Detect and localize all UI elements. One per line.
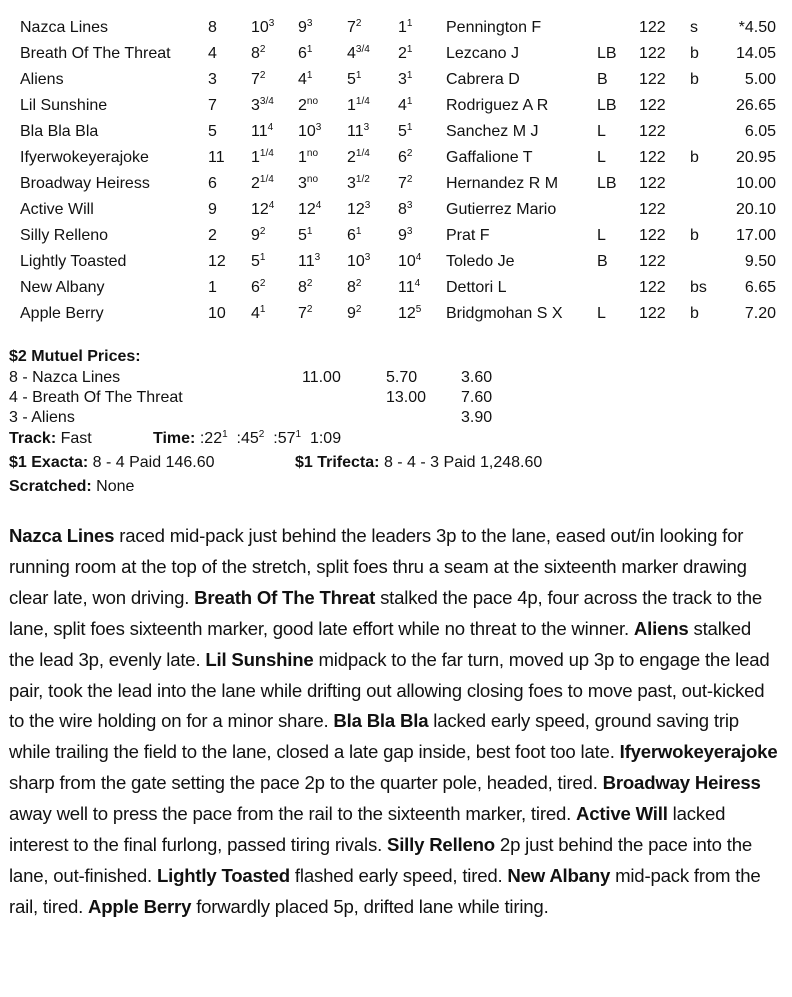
finish-position: [398, 171, 412, 197]
first-call: [298, 93, 318, 119]
track-time-line: [9, 429, 769, 449]
weight: 122: [639, 123, 666, 140]
post-position: 7: [208, 97, 217, 114]
finish-position-margin: 1: [406, 122, 413, 133]
comment-horse: Active Will: [576, 803, 668, 825]
comment-text: stalked the pace 4p, four across the track to the lane, split foes sixteenth marker, good late effort while no threat to the winner.: [9, 586, 762, 639]
odds: 10.00: [735, 175, 776, 192]
equipment: b: [690, 71, 699, 88]
start-call: [251, 15, 274, 41]
mutuel-line: [9, 368, 769, 388]
second-call-position: 4: [347, 45, 356, 62]
first-call-margin: 3: [315, 122, 322, 133]
first-call-position: 11: [298, 253, 315, 270]
first-call: [298, 301, 312, 327]
finish-position-position: 5: [398, 123, 407, 140]
table-row: [0, 171, 792, 197]
comment-text: lacked early speed, ground saving trip while trailing the field to the lane, closed a late gap inside, best foot too late.: [9, 710, 739, 763]
start-call-margin: 1/4: [259, 148, 274, 159]
start-call-position: 6: [251, 279, 260, 296]
time-split: [200, 430, 228, 447]
comment-horse: Lil Sunshine: [205, 648, 314, 670]
finish-position-margin: 1: [406, 44, 413, 55]
second-call-margin: 2: [355, 18, 362, 29]
second-call-margin: 1/2: [355, 174, 370, 185]
finish-position-position: 8: [398, 201, 407, 218]
second-call-position: 5: [347, 71, 356, 88]
horse-name: Ifyerwokeyerajoke: [20, 149, 149, 166]
jockey-name: Hernandez R M: [446, 175, 559, 192]
post-position: 11: [208, 149, 225, 166]
second-call-position: 6: [347, 227, 356, 244]
second-call: [347, 145, 370, 171]
first-call: [298, 119, 321, 145]
time-split-fifth: 2: [258, 429, 265, 440]
exacta-value: 8 - 4 Paid 146.60: [92, 454, 215, 471]
medication: L: [597, 227, 606, 244]
second-call-margin: 1/4: [355, 96, 370, 107]
horse-name: Bla Bla Bla: [20, 123, 99, 140]
place-price: 5.70: [386, 369, 418, 386]
comment-text: raced mid-pack just behind the leaders 3p to the lane, eased out/in looking for running room at the top of the stretch, split foes thru a seam at the sixteenth marker drawing clear late, won driving.: [9, 525, 747, 608]
odds: 7.20: [744, 305, 776, 322]
finish-position-position: 4: [398, 97, 407, 114]
jockey-name: Toledo Je: [446, 253, 515, 270]
show-price: 7.60: [461, 389, 493, 406]
comment-horse: Breath Of The Threat: [194, 586, 376, 608]
start-call: [251, 223, 265, 249]
odds: 14.05: [735, 45, 776, 62]
first-call: [298, 197, 321, 223]
table-row: [0, 119, 792, 145]
weight: 122: [639, 97, 666, 114]
comment-horse: Silly Relleno: [387, 834, 495, 856]
track-label: Track:: [9, 430, 57, 447]
finish-position: [398, 249, 421, 275]
table-row: [0, 223, 792, 249]
time-split-value: 1:09: [309, 430, 342, 447]
finish-position: [398, 223, 412, 249]
first-call-margin: 2: [306, 304, 313, 315]
table-row: [0, 41, 792, 67]
medication: L: [597, 149, 606, 166]
horse-name: Nazca Lines: [20, 19, 109, 36]
time-split-value: :57: [273, 430, 296, 447]
second-call: [347, 93, 370, 119]
table-row: [0, 15, 792, 41]
medication: B: [597, 253, 608, 270]
post-position: 6: [208, 175, 217, 192]
finish-position-margin: 2: [406, 174, 413, 185]
mutuel-horse: 8 - Nazca Lines: [9, 369, 121, 386]
comment-horse: Lightly Toasted: [156, 864, 290, 886]
post-position: 8: [208, 19, 217, 36]
start-call: [251, 171, 274, 197]
jockey-name: Gutierrez Mario: [446, 201, 557, 218]
second-call: [347, 275, 361, 301]
medication: B: [597, 71, 608, 88]
first-call-position: 2: [298, 97, 307, 114]
scratched-value: None: [96, 478, 135, 495]
mutuel-horse: 4 - Breath Of The Threat: [9, 389, 183, 406]
medication: LB: [597, 45, 617, 62]
time-split-fifth: 1: [222, 429, 228, 440]
comment-horse: Nazca Lines: [9, 525, 115, 546]
jockey-name: Cabrera D: [446, 71, 520, 88]
equipment: s: [690, 19, 698, 36]
finish-position: [398, 275, 420, 301]
weight: 122: [639, 253, 666, 270]
win-price: 11.00: [302, 369, 341, 386]
first-call-margin: 1: [306, 226, 313, 237]
comment-text: 2p just behind the pace into the lane, out-finished.: [9, 834, 752, 886]
comment-horse: Bla Bla Bla: [333, 710, 429, 732]
first-call: [298, 41, 312, 67]
mutuel-horse: 3 - Aliens: [9, 409, 75, 426]
finish-position-position: 7: [398, 175, 407, 192]
jockey-name: Pennington F: [446, 19, 542, 36]
first-call: [298, 249, 320, 275]
horse-name: Breath Of The Threat: [20, 45, 171, 62]
odds: 5.00: [744, 71, 776, 88]
start-call-margin: 2: [259, 44, 266, 55]
odds: 26.65: [735, 97, 776, 114]
second-call-margin: 2: [355, 304, 362, 315]
finish-position-position: 11: [398, 279, 415, 296]
second-call-position: 7: [347, 19, 356, 36]
start-call: [251, 67, 265, 93]
time-split-value: :45: [236, 430, 259, 447]
medication: LB: [597, 97, 617, 114]
second-call-margin: 3: [363, 122, 370, 133]
weight: 122: [639, 175, 666, 192]
finish-position-position: 3: [398, 71, 407, 88]
race-comments: [9, 521, 779, 923]
comment-text: lacked interest to the final furlong, passed tiring rivals.: [9, 803, 726, 856]
first-call: [298, 171, 318, 197]
first-call-position: 10: [298, 123, 316, 140]
time-split: [310, 430, 341, 447]
mutuel-heading: $2 Mutuel Prices:: [9, 348, 141, 365]
horse-name: Active Will: [20, 201, 94, 218]
start-call-margin: 4: [267, 122, 274, 133]
table-row: [0, 197, 792, 223]
first-call-margin: 2: [306, 278, 313, 289]
post-position: 12: [208, 253, 226, 270]
finish-position: [398, 119, 412, 145]
second-call: [347, 249, 370, 275]
start-call-position: 12: [251, 201, 269, 218]
odds: 6.65: [744, 279, 776, 296]
equipment: b: [690, 305, 699, 322]
finish-position-position: 2: [398, 45, 407, 62]
start-call-margin: 2: [259, 226, 266, 237]
second-call: [347, 301, 361, 327]
jockey-name: Gaffalione T: [446, 149, 533, 166]
finish-position-margin: 1: [406, 96, 413, 107]
start-call-position: 10: [251, 19, 269, 36]
weight: 122: [639, 71, 666, 88]
start-call: [251, 119, 273, 145]
post-position: 3: [208, 71, 217, 88]
odds: 6.05: [744, 123, 776, 140]
post-position: 5: [208, 123, 217, 140]
first-call-position: 9: [298, 19, 307, 36]
finish-position-margin: 4: [415, 252, 422, 263]
weight: 122: [639, 149, 666, 166]
finish-position-margin: 3: [406, 226, 413, 237]
exotics-line: [9, 453, 769, 473]
first-call: [298, 145, 318, 171]
first-call-position: 1: [298, 149, 307, 166]
odds: 17.00: [735, 227, 776, 244]
comment-text: sharp from the gate setting the pace 2p to the quarter pole, headed, tired.: [9, 772, 603, 794]
start-call-position: 7: [251, 71, 260, 88]
post-position: 1: [208, 279, 217, 296]
start-call-position: 11: [251, 123, 268, 140]
second-call: [347, 41, 370, 67]
time-label: Time:: [153, 430, 196, 447]
second-call-position: 9: [347, 305, 356, 322]
race-chart-table: [0, 0, 792, 340]
second-call-position: 11: [347, 123, 364, 140]
horse-name: Lightly Toasted: [20, 253, 127, 270]
jockey-name: Prat F: [446, 227, 490, 244]
start-call: [251, 249, 265, 275]
second-call: [347, 15, 361, 41]
first-call-position: 4: [298, 71, 307, 88]
start-call: [251, 197, 274, 223]
table-row: [0, 67, 792, 93]
first-call-position: 8: [298, 279, 307, 296]
medication: LB: [597, 175, 617, 192]
finish-position-margin: 1: [406, 70, 413, 81]
scratched-label: Scratched:: [9, 478, 92, 495]
show-price: 3.60: [461, 369, 493, 386]
second-call: [347, 223, 361, 249]
time-split: [237, 430, 265, 447]
finish-position-position: 6: [398, 149, 407, 166]
second-call-margin: 3: [364, 200, 371, 211]
second-call: [347, 119, 369, 145]
finish-position: [398, 41, 412, 67]
start-call: [251, 275, 265, 301]
table-row: [0, 275, 792, 301]
post-position: 10: [208, 305, 226, 322]
first-call-margin: 1: [306, 44, 313, 55]
comment-horse: Aliens: [633, 617, 689, 639]
jockey-name: Sanchez M J: [446, 123, 539, 140]
comment-text: midpack to the far turn, moved up 3p to engage the lead pair, took the lead into the lane while drifting out allowing closing foes to move past, out-kicked to the wire holding on for a minor share.: [9, 648, 770, 732]
medication: L: [597, 123, 606, 140]
weight: 122: [639, 279, 666, 296]
comment-text: flashed early speed, tired.: [289, 864, 508, 886]
first-call-position: 12: [298, 201, 316, 218]
time-block: [153, 429, 341, 449]
start-call: [251, 41, 265, 67]
first-call-margin: 1: [306, 70, 313, 81]
table-row: [0, 301, 792, 327]
first-call-position: 7: [298, 305, 307, 322]
start-call-margin: 1: [259, 304, 266, 315]
comment-horse: Ifyerwokeyerajoke: [619, 741, 778, 763]
horse-name: Broadway Heiress: [20, 175, 150, 192]
post-position: 4: [208, 45, 217, 62]
time-split-value: :22: [199, 430, 223, 447]
start-call-margin: 1: [259, 252, 266, 263]
finish-position-margin: 1: [406, 18, 413, 29]
mutuel-line: [9, 408, 769, 428]
start-call-margin: 3/4: [259, 96, 274, 107]
second-call-position: 10: [347, 253, 365, 270]
weight: 122: [639, 305, 666, 322]
weight: 122: [639, 227, 666, 244]
track-value: Fast: [60, 430, 92, 447]
exacta-label: $1 Exacta:: [9, 454, 89, 471]
weight: 122: [639, 45, 666, 62]
first-call-margin: no: [306, 174, 319, 185]
first-call: [298, 15, 312, 41]
finish-position: [398, 197, 412, 223]
second-call-position: 2: [347, 149, 356, 166]
comment-text: stalked the lead 3p, evenly late.: [9, 617, 752, 670]
start-call-margin: 3: [268, 18, 275, 29]
comment-horse: New Albany: [507, 864, 611, 886]
finish-position: [398, 15, 412, 41]
mutuel-line: [9, 388, 769, 408]
start-call-position: 8: [251, 45, 260, 62]
start-call-margin: 1/4: [259, 174, 274, 185]
first-call-position: 6: [298, 45, 307, 62]
finish-position-position: 1: [398, 19, 407, 36]
second-call-margin: 1/4: [355, 148, 370, 159]
jockey-name: Lezcano J: [446, 45, 519, 62]
post-position: 2: [208, 227, 217, 244]
weight: 122: [639, 19, 666, 36]
trifecta-value: 8 - 4 - 3 Paid 1,248.60: [383, 454, 543, 471]
second-call-margin: 2: [355, 278, 362, 289]
finish-position-margin: 3: [406, 200, 413, 211]
first-call-margin: no: [306, 96, 319, 107]
first-call: [298, 275, 312, 301]
finish-position-margin: 2: [406, 148, 413, 159]
finish-position: [398, 301, 421, 327]
finish-position-position: 12: [398, 305, 416, 322]
horse-name: Lil Sunshine: [20, 97, 108, 114]
second-call-position: 8: [347, 279, 356, 296]
table-row: [0, 93, 792, 119]
jockey-name: Bridgmohan S X: [446, 305, 563, 322]
second-call: [347, 197, 370, 223]
second-call-margin: 3: [364, 252, 371, 263]
start-call: [251, 145, 274, 171]
start-call: [251, 301, 265, 327]
odds: 20.10: [735, 201, 776, 218]
finish-position-position: 9: [398, 227, 407, 244]
second-call-position: 1: [347, 97, 356, 114]
finish-position: [398, 93, 412, 119]
start-call-margin: 2: [259, 278, 266, 289]
horse-name: New Albany: [20, 279, 105, 296]
first-call-position: 5: [298, 227, 307, 244]
start-call: [251, 93, 274, 119]
finish-position-position: 10: [398, 253, 416, 270]
time-split-fifth: 1: [295, 429, 302, 440]
second-call-position: 12: [347, 201, 365, 218]
finish-position-margin: 4: [414, 278, 421, 289]
horse-name: Apple Berry: [20, 305, 104, 322]
equipment: b: [690, 227, 699, 244]
comment-text: mid-pack from the rail, tired.: [9, 864, 761, 917]
odds: 9.50: [744, 253, 776, 270]
trifecta-label: $1 Trifecta:: [295, 454, 380, 471]
start-call-margin: 2: [259, 70, 266, 81]
second-call: [347, 171, 370, 197]
start-call-margin: 4: [268, 200, 275, 211]
start-call-position: 4: [251, 305, 260, 322]
first-call-margin: 4: [315, 200, 322, 211]
post-position: 9: [208, 201, 217, 218]
start-call-position: 2: [251, 175, 260, 192]
start-call-position: 9: [251, 227, 260, 244]
comment-text: away well to press the pace from the rail to the sixteenth marker, tired.: [9, 803, 577, 825]
comment-horse: Apple Berry: [88, 895, 192, 917]
start-call-position: 1: [251, 149, 260, 166]
scratched-line: [9, 477, 769, 497]
horse-name: Silly Relleno: [20, 227, 109, 244]
time-split: [273, 430, 301, 447]
equipment: b: [690, 45, 699, 62]
first-call-margin: 3: [306, 18, 313, 29]
comment-text: forwardly placed 5p, drifted lane while tiring.: [191, 895, 549, 917]
first-call-margin: no: [306, 148, 319, 159]
second-call: [347, 67, 361, 93]
start-call-position: 3: [251, 97, 260, 114]
second-call-margin: 1: [355, 70, 362, 81]
finish-position-margin: 5: [415, 304, 422, 315]
horse-name: Aliens: [20, 71, 64, 88]
table-row: [0, 145, 792, 171]
comment-horse: Broadway Heiress: [602, 772, 761, 794]
jockey-name: Rodriguez A R: [446, 97, 549, 114]
equipment: b: [690, 149, 699, 166]
start-call-position: 5: [251, 253, 260, 270]
place-price: 13.00: [386, 389, 427, 406]
second-call-position: 3: [347, 175, 356, 192]
second-call-margin: 1: [355, 226, 362, 237]
finish-position: [398, 145, 412, 171]
second-call-margin: 3/4: [355, 44, 370, 55]
medication: L: [597, 305, 606, 322]
jockey-name: Dettori L: [446, 279, 507, 296]
first-call-margin: 3: [314, 252, 321, 263]
table-row: [0, 249, 792, 275]
equipment: bs: [690, 279, 707, 296]
odds: 20.95: [735, 149, 776, 166]
odds: *4.50: [738, 19, 776, 36]
weight: 122: [639, 201, 666, 218]
finish-position: [398, 67, 412, 93]
first-call: [298, 223, 312, 249]
show-price: 3.90: [461, 409, 493, 426]
first-call: [298, 67, 312, 93]
first-call-position: 3: [298, 175, 307, 192]
